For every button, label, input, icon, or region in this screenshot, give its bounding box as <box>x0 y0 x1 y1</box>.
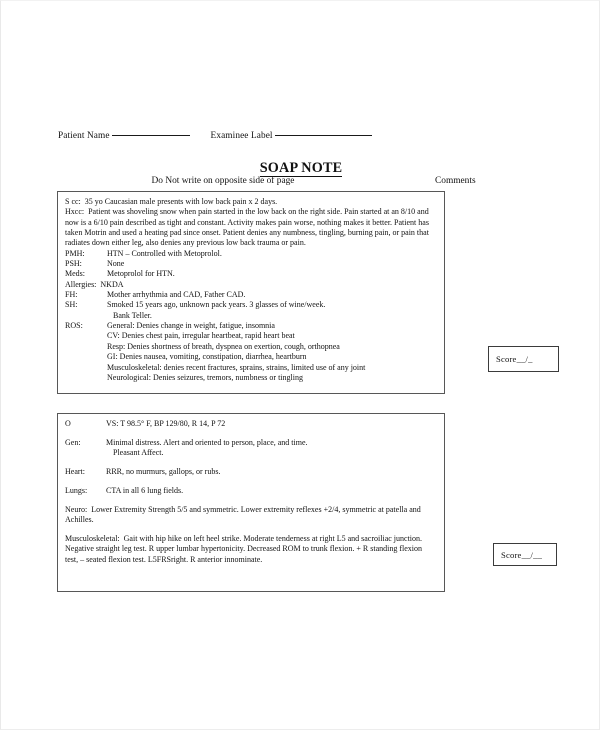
neuro-label: Neuro: <box>65 504 88 514</box>
score-text-objective: Score__/__ <box>501 549 543 560</box>
allergies-label: Allergies: <box>65 279 97 289</box>
page-title <box>1 160 600 177</box>
ros-items <box>107 321 437 383</box>
heart-label: Heart: <box>65 467 85 477</box>
musculoskeletal-row <box>65 534 437 565</box>
patient-name-blank[interactable] <box>112 135 190 136</box>
neuro-row <box>65 505 437 526</box>
neuro-value: Lower Extremity Strength 5/5 and symmetric. Lower extremity reflexes +2/4, symmetric at patella and Achilles. <box>65 504 421 525</box>
objective-label: O <box>65 419 71 428</box>
score-text-subjective: Score__/_ <box>496 354 533 364</box>
hxcc-text: Patient was shoveling snow when pain started in the low back on the right side. Pain started at an 8/10 and now is a 6/10 pain described as tight and constant. Activity makes pain worse, nothing makes it better. Patient has taken Motrin and used a heating pad since onset. Patient denies any numbness, tingling, burning pain, or pain that radiates down either leg, also denies any previous low back trauma or pain. <box>65 207 429 248</box>
page-subtitle: Do Not write on opposite side of page <box>151 176 295 186</box>
lungs-label: Lungs: <box>65 485 88 495</box>
ros-item-gi: GI: Denies nausea, vomiting, constipation, diarrhea, heartburn <box>107 352 307 362</box>
ros-item-musculoskeletal: Musculoskeletal: denies recent fractures, sprains, strains, limited use of any joint <box>107 362 366 372</box>
meds-value: Metoprolol for HTN. <box>107 269 175 279</box>
ros-item-neurological: Neurological: Denies seizures, tremors, numbness or tingling <box>107 372 303 382</box>
objective-section-box <box>57 413 445 592</box>
general-label: Gen: <box>65 437 81 447</box>
ros-item-cv: CV: Denies chest pain, irregular heartbeat, rapid heart beat <box>107 331 295 341</box>
objective-content <box>58 414 444 569</box>
pmh-label: PMH: <box>65 248 85 258</box>
pmh-value: HTN – Controlled with Metoprolol. <box>107 248 222 258</box>
sh-row <box>65 300 437 310</box>
score-box-objective[interactable] <box>493 543 557 566</box>
page-title-text: SOAP NOTE <box>259 160 343 176</box>
ros-item-general: General: Denies change in weight, fatigue, insomnia <box>107 321 275 331</box>
meds-label: Meds: <box>65 269 85 279</box>
ros-row <box>65 321 437 383</box>
general-continuation: Pleasant Affect. <box>113 448 164 458</box>
patient-header-row <box>58 131 458 141</box>
ros-item-resp: Resp: Denies shortness of breath, dyspnea on exertion, cough, orthopnea <box>107 341 340 351</box>
fh-value: Mother arrhythmia and CAD, Father CAD. <box>107 290 246 300</box>
cc-label: S cc: <box>65 197 81 206</box>
fh-label: FH: <box>65 290 78 300</box>
vitals-row <box>65 419 437 429</box>
comments-column-header: Comments <box>435 176 476 186</box>
meds-row <box>65 269 437 279</box>
hxcc-label: Hxcc: <box>65 207 85 217</box>
vitals-value: VS: T 98.5° F, BP 129/80, R 14, P 72 <box>106 419 226 428</box>
fh-row <box>65 290 437 300</box>
subjective-section-box <box>57 191 445 394</box>
psh-row <box>65 259 437 269</box>
chief-complaint-line <box>65 197 437 207</box>
patient-name-label: Patient Name <box>58 131 110 141</box>
sh-continuation: Bank Teller. <box>113 310 152 320</box>
lungs-value: CTA in all 6 lung fields. <box>106 485 184 495</box>
examinee-label-blank[interactable] <box>275 135 372 136</box>
subjective-content <box>58 192 444 387</box>
general-value: Minimal distress. Alert and oriented to person, place, and time. <box>106 437 308 447</box>
musculoskeletal-label: Musculoskeletal: <box>65 533 120 543</box>
hxcc-block <box>65 207 437 248</box>
general-row <box>65 438 437 448</box>
lungs-row <box>65 486 437 496</box>
musculoskeletal-value: Gait with hip hike on left heel strike. Moderate tenderness at right L5 and sacroiliac junction. Negative straight leg test. R upper lumbar hypertonicity. Decreased ROM to trunk flexion. + R standing flexion test, – seated flexion test. L5FRSright. R anterior innominate. <box>65 533 423 564</box>
psh-value: None <box>107 259 125 269</box>
sh-label: SH: <box>65 300 78 310</box>
heart-row <box>65 467 437 477</box>
sh-value: Smoked 15 years ago, unknown pack years. 3 glasses of wine/week. <box>107 300 326 310</box>
heart-value: RRR, no murmurs, gallops, or rubs. <box>106 467 221 477</box>
cc-text: 35 yo Caucasian male presents with low back pain x 2 days. <box>84 197 278 206</box>
allergies-row <box>65 280 437 290</box>
pmh-row <box>65 249 437 259</box>
examinee-label-label: Examinee Label <box>210 131 273 141</box>
score-box-subjective[interactable] <box>488 346 559 372</box>
psh-label: PSH: <box>65 259 82 269</box>
allergies-value: NKDA <box>100 279 124 289</box>
ros-label: ROS: <box>65 321 83 331</box>
